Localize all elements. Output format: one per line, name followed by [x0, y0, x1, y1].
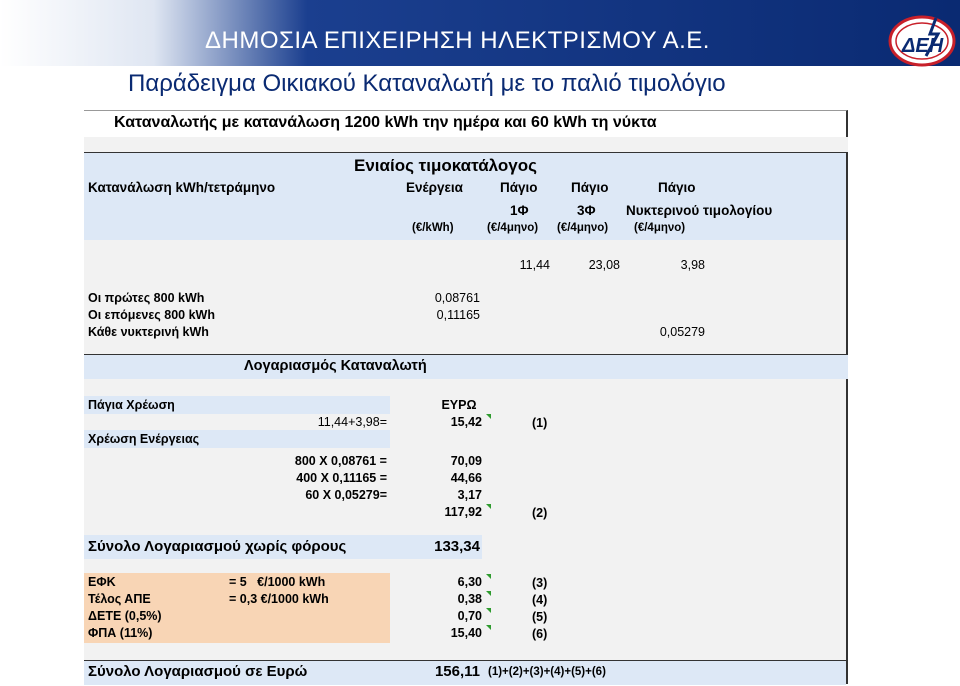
col-pagio3-b: 3Φ: [577, 203, 596, 218]
marker-icon: [486, 574, 491, 579]
tax-efk-ref: (3): [532, 576, 548, 590]
tax-ape-value: 0,38: [457, 592, 482, 606]
tax-ape-label: Τέλος ΑΠΕ: [88, 592, 151, 606]
tariff-sheet: [84, 110, 848, 684]
slide-subtitle: Παράδειγμα Οικιακού Καταναλωτή με το παλιό τιμολόγιο: [128, 70, 726, 97]
tax-efk-label: ΕΦΚ: [88, 575, 116, 589]
sheet-right-border: [846, 152, 848, 684]
col-night-b: Νυκτερινού τιμολογίου: [626, 203, 773, 218]
tax-ape-rate: = 0,3 €/1000 kWh: [229, 592, 329, 606]
row-first-800-value: 0,08761: [434, 291, 480, 305]
company-title: ΔΗΜΟΣΙΑ ΕΠΙΧΕΙΡΗΣΗ ΗΛΕΚΤΡΙΣΜΟΥ Α.Ε.: [205, 27, 710, 54]
col-consumption: Κατανάλωση kWh/τετράμηνο: [88, 180, 276, 195]
marker-icon: [486, 625, 491, 630]
energy-line-2-formula: 400 X 0,11165 =: [296, 471, 387, 485]
marker-icon: [486, 608, 491, 613]
bill-title: Λογαριασμός Καταναλωτή: [244, 358, 427, 374]
fixed-charge-label: Πάγια Χρέωση: [88, 398, 175, 412]
col-energy: Ενέργεια: [406, 180, 463, 195]
logo-text: ΔΕΗ: [902, 35, 944, 57]
row-night-value: 0,05279: [659, 325, 705, 339]
header-top-border: [84, 152, 848, 153]
tax-fpa-label: ΦΠΑ (11%): [88, 626, 153, 640]
row-next-800-value: 0,11165: [436, 308, 480, 322]
tax-dete-value: 0,70: [457, 609, 482, 623]
col-pagio1-b: 1Φ: [510, 203, 529, 218]
row-night-label: Κάθε νυκτερινή kWh: [88, 325, 209, 339]
col-night-a: Πάγιο: [658, 180, 696, 195]
col-pagio3-a: Πάγιο: [571, 180, 609, 195]
dei-logo-icon: [886, 12, 958, 68]
pagio-1f-value: 11,44: [519, 258, 550, 272]
pagio-night-value: 3,98: [680, 258, 705, 272]
energy-line-1-formula: 800 X 0,08761 =: [294, 454, 387, 468]
subtotal-label: Σύνολο Λογαριασμού χωρίς φόρους: [88, 538, 347, 555]
tax-ape-ref: (4): [532, 593, 548, 607]
energy-charge-label: Χρέωση Ενέργειας: [88, 432, 200, 446]
total-label: Σύνολο Λογαριασμού σε Ευρώ: [88, 663, 308, 680]
tax-fpa-value: 15,40: [450, 626, 482, 640]
bill-title-band: [84, 354, 848, 379]
marker-icon: [486, 591, 491, 596]
marker-icon: [486, 414, 491, 419]
fixed-ref: (1): [532, 416, 548, 430]
col-night-unit: (€/4μηνο): [634, 222, 686, 234]
col-pagio1-a: Πάγιο: [500, 180, 538, 195]
col-pagio3-unit: (€/4μηνο): [557, 222, 609, 234]
tax-efk-value: 6,30: [457, 575, 482, 589]
subtotal-value: 133,34: [434, 538, 480, 555]
tax-dete-label: ΔΕΤΕ (0,5%): [88, 609, 162, 623]
pagio-3f-value: 23,08: [588, 258, 620, 272]
energy-line-3-value: 3,17: [457, 488, 482, 502]
energy-line-1-value: 70,09: [450, 454, 482, 468]
currency-label: ΕΥΡΩ: [441, 398, 477, 412]
fixed-formula: 11,44+3,98=: [317, 415, 387, 429]
energy-ref: (2): [532, 506, 548, 520]
tariff-title: Ενιαίος τιμοκατάλογος: [354, 156, 537, 175]
top-title: Καταναλωτής με κατανάλωση 1200 kWh την ημέρα και 60 kWh τη νύκτα: [114, 114, 657, 131]
marker-icon: [486, 504, 491, 509]
total-value: 156,11: [434, 663, 480, 680]
col-pagio1-unit: (€/4μηνο): [487, 222, 539, 234]
tax-efk-rate: = 5 €/1000 kWh: [229, 575, 326, 589]
energy-line-3-formula: 60 X 0,05279=: [305, 488, 387, 502]
fixed-value: 15,42: [450, 415, 482, 429]
tax-fpa-ref: (6): [532, 627, 548, 641]
col-energy-unit: (€/kWh): [412, 222, 454, 234]
row-next-800-label: Οι επόμενες 800 kWh: [88, 308, 215, 322]
row-first-800-label: Οι πρώτες 800 kWh: [88, 291, 205, 305]
tax-dete-ref: (5): [532, 610, 548, 624]
total-formula: (1)+(2)+(3)+(4)+(5)+(6): [488, 666, 606, 678]
energy-total-value: 117,92: [444, 505, 482, 519]
energy-line-2-value: 44,66: [450, 471, 482, 485]
